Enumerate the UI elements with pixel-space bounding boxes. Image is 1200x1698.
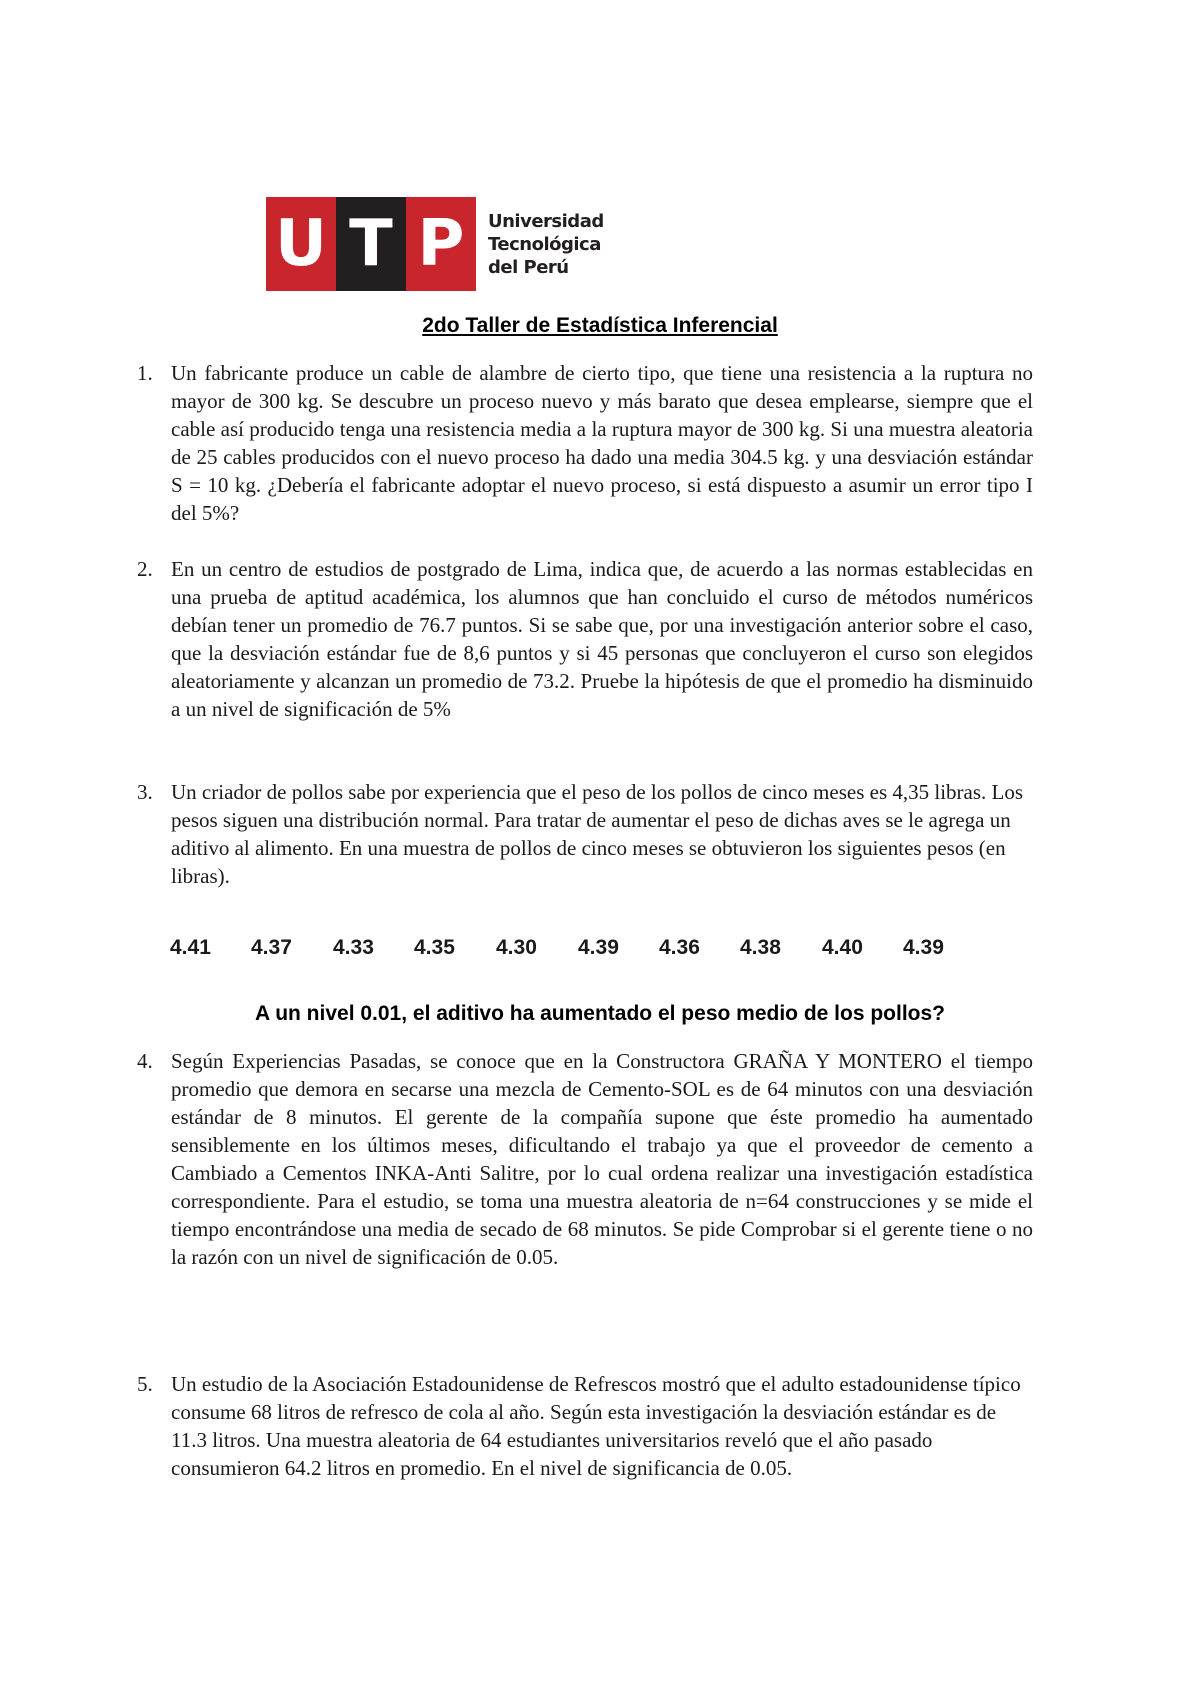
problem-4 — [137, 1047, 1033, 1271]
problem-2 — [137, 555, 1033, 723]
utp-logo — [266, 197, 604, 291]
weight-value: 4.39 — [903, 936, 944, 959]
problem-3 — [137, 778, 1033, 890]
problem-5 — [137, 1370, 1033, 1482]
problem-1 — [137, 359, 1033, 527]
document-title: 2do Taller de Estadística Inferencial — [422, 314, 778, 337]
problem-text: Un fabricante produce un cable de alambre de cierto tipo, que tiene una resistencia a la ruptura no mayor de 300 kg. Se descubre un proceso nuevo y más barato que desea emplearse, siempre que el cable así producido tenga una resistencia media a la ruptura mayor de 300 kg. Si una muestra aleatoria de 25 cables producidos con el nuevo proceso ha dado una media 304.5 kg. y una desviación estándar S = 10 kg. ¿Debería el fabricante adoptar el nuevo proceso, si está dispuesto a asumir un error tipo I del 5%? — [171, 361, 1033, 525]
weight-value: 4.36 — [659, 936, 700, 959]
problem-text: Un criador de pollos sabe por experiencia que el peso de los pollos de cinco meses es 4,35 libras. Los pesos siguen una distribución normal. Para tratar de aumentar el peso de dichas aves se le agrega un aditivo al alimento. En una muestra de pollos de cinco meses se obtuvieron los siguientes pesos (en libras). — [171, 780, 1024, 888]
problem-number: 2. — [137, 557, 153, 581]
weight-value: 4.41 — [170, 936, 211, 959]
logo-name-line: Universidad — [488, 210, 604, 232]
logo-letter-blocks — [266, 197, 476, 291]
logo-letter-p: P — [406, 197, 476, 291]
logo-name-line: del Perú — [488, 256, 569, 278]
problem-number: 3. — [137, 780, 153, 804]
problem-number: 5. — [137, 1372, 153, 1396]
weight-value: 4.35 — [414, 936, 455, 959]
weight-value: 4.38 — [740, 936, 781, 959]
problem-text: Según Experiencias Pasadas, se conoce que en la Constructora GRAÑA Y MONTERO el tiempo promedio que demora en secarse una mezcla de Cemento-SOL es de 64 minutos con una desviación estándar de 8 minutos. El gerente de la compañía supone que éste promedio ha aumentado sensiblemente en los últimos meses, dificultando el trabajo ya que el proveedor de cemento a Cambiado a Cementos INKA-Anti Salitre, por lo cual ordena realizar una investigación estadística correspondiente. Para el estudio, se toma una muestra aleatoria de n=64 construcciones y se mide el tiempo encontrándose una media de secado de 68 minutos. Se pide Comprobar si el gerente tiene o no la razón con un nivel de significación de 0.05. — [171, 1049, 1033, 1269]
logo-letter-u: U — [266, 197, 336, 291]
weight-value: 4.39 — [578, 936, 619, 959]
problem-3-question: A un nivel 0.01, el aditivo ha aumentado el peso medio de los pollos? — [254, 1002, 946, 1025]
problem-number: 4. — [137, 1049, 153, 1073]
weight-value: 4.40 — [822, 936, 863, 959]
problem-number: 1. — [137, 361, 153, 385]
logo-name-line: Tecnológica — [488, 233, 601, 255]
weight-value: 4.33 — [333, 936, 374, 959]
logo-university-name — [488, 197, 604, 291]
problem-text: Un estudio de la Asociación Estadounidense de Refrescos mostró que el adulto estadounidense típico consume 68 litros de refresco de cola al año. Según esta investigación la desviación estándar es de 11.3 litros. Una muestra aleatoria de 64 estudiantes universitarios reveló que el año pasado consumieron 64.2 litros en promedio. En el nivel de significancia de 0.05. — [171, 1372, 1021, 1480]
weight-value: 4.30 — [496, 936, 537, 959]
problem-text: En un centro de estudios de postgrado de Lima, indica que, de acuerdo a las normas establecidas en una prueba de aptitud académica, los alumnos que han concluido el curso de métodos numéricos debían tener un promedio de 76.7 puntos. Si se sabe que, por una investigación anterior sobre el caso, que la desviación estándar fue de 8,6 puntos y si 45 personas que concluyeron el curso son elegidos aleatoriamente y alcanzan un promedio de 73.2. Pruebe la hipótesis de que el promedio ha disminuido a un nivel de significación de 5% — [171, 557, 1033, 721]
weight-value: 4.37 — [251, 936, 292, 959]
logo-letter-t: T — [336, 197, 406, 291]
